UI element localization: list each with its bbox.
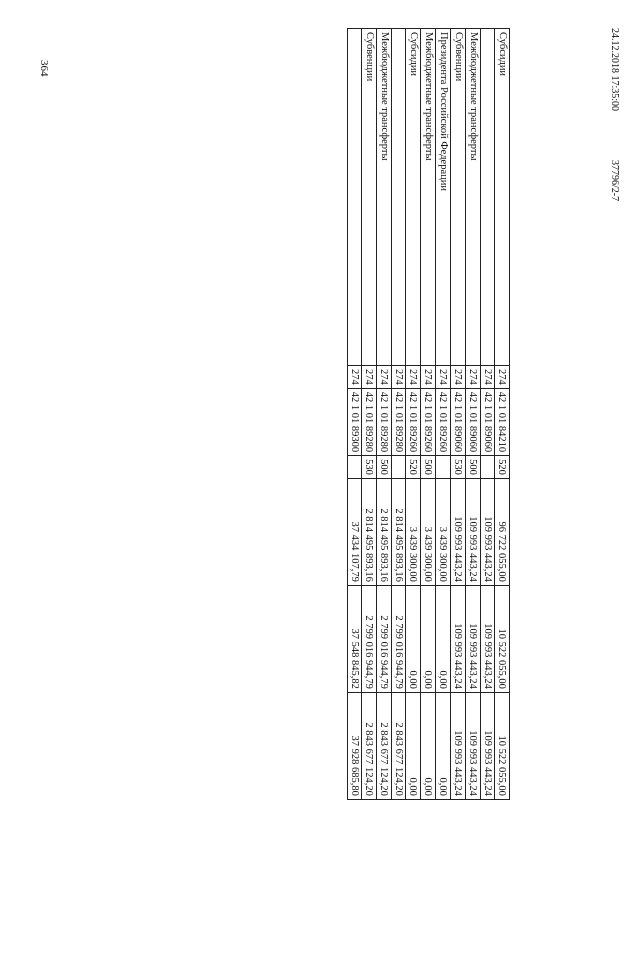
cell-v1: 3 439 300,00 xyxy=(436,478,451,585)
page-number: 364 xyxy=(38,60,50,77)
cell-code: 274 xyxy=(362,366,377,389)
cell-vr: 500 xyxy=(466,456,481,479)
cell-v3: 0,00 xyxy=(406,692,421,799)
cell-vr xyxy=(392,456,406,479)
table-row xyxy=(451,29,466,800)
cell-v1: 2 814 495 893,16 xyxy=(362,478,377,585)
cell-v1: 109 993 443,24 xyxy=(466,478,481,585)
cell-v2: 2 799 016 944,79 xyxy=(392,585,406,692)
cell-vr xyxy=(481,456,495,479)
cell-v3: 109 993 443,24 xyxy=(451,692,466,799)
cell-name: Субсидии xyxy=(495,29,510,366)
cell-csr: 42 1 01 89260 xyxy=(421,388,436,455)
cell-v3: 2 843 677 124,20 xyxy=(362,692,377,799)
cell-vr: 520 xyxy=(406,456,421,479)
cell-v2: 10 522 055,00 xyxy=(495,585,510,692)
cell-csr: 42 1 01 89280 xyxy=(377,388,392,455)
cell-v2: 0,00 xyxy=(421,585,436,692)
cell-code: 274 xyxy=(481,366,495,389)
cell-name xyxy=(481,29,495,366)
cell-v2: 109 993 443,24 xyxy=(451,585,466,692)
cell-csr: 42 1 01 89260 xyxy=(406,388,421,455)
cell-v3: 109 993 443,24 xyxy=(466,692,481,799)
cell-v3: 10 522 055,00 xyxy=(495,692,510,799)
cell-v3: 0,00 xyxy=(436,692,451,799)
cell-name xyxy=(348,29,362,366)
cell-v1: 37 434 107,79 xyxy=(348,478,362,585)
cell-name: Межбюджетные трансферты xyxy=(421,29,436,366)
cell-code: 274 xyxy=(377,366,392,389)
cell-code: 274 xyxy=(451,366,466,389)
cell-csr: 42 1 01 84210 xyxy=(495,388,510,455)
cell-name: Президента Российской Федерации xyxy=(436,29,451,366)
cell-v1: 2 814 495 893,16 xyxy=(377,478,392,585)
table-row xyxy=(466,29,481,800)
cell-v1: 96 722 055,00 xyxy=(495,478,510,585)
cell-code: 274 xyxy=(392,366,406,389)
cell-csr: 42 1 01 89260 xyxy=(436,388,451,455)
cell-v3: 2 843 677 124,20 xyxy=(392,692,406,799)
cell-csr: 42 1 01 89060 xyxy=(451,388,466,455)
cell-v2: 109 993 443,24 xyxy=(481,585,495,692)
cell-name: Межбюджетные трансферты xyxy=(466,29,481,366)
cell-v1: 3 439 300,00 xyxy=(406,478,421,585)
cell-v2: 37 548 845,82 xyxy=(348,585,362,692)
cell-v2: 0,00 xyxy=(436,585,451,692)
footer-doc-code: 37796/2-7 xyxy=(609,160,620,202)
cell-vr: 500 xyxy=(421,456,436,479)
table-row xyxy=(481,29,495,800)
table-row xyxy=(392,29,406,800)
cell-v1: 3 439 300,00 xyxy=(421,478,436,585)
cell-v3: 2 843 677 124,20 xyxy=(377,692,392,799)
cell-v1: 109 993 443,24 xyxy=(451,478,466,585)
cell-name: Субвенции xyxy=(362,29,377,366)
cell-name: Субвенции xyxy=(451,29,466,366)
cell-csr: 42 1 01 89060 xyxy=(481,388,495,455)
cell-code: 274 xyxy=(406,366,421,389)
cell-v2: 0,00 xyxy=(406,585,421,692)
cell-code: 274 xyxy=(466,366,481,389)
cell-vr xyxy=(436,456,451,479)
cell-name: Межбюджетные трансферты xyxy=(377,29,392,366)
cell-code: 274 xyxy=(421,366,436,389)
cell-v3: 37 928 685,80 xyxy=(348,692,362,799)
cell-vr xyxy=(348,456,362,479)
table-row xyxy=(436,29,451,800)
table-row xyxy=(495,29,510,800)
cell-vr: 520 xyxy=(495,456,510,479)
cell-name: Субсидии xyxy=(406,29,421,366)
cell-v3: 109 993 443,24 xyxy=(481,692,495,799)
budget-table xyxy=(347,28,510,800)
cell-v1: 109 993 443,24 xyxy=(481,478,495,585)
cell-csr: 42 1 01 89300 xyxy=(348,388,362,455)
footer-timestamp: 24.12.2018 17:35:00 xyxy=(609,28,620,112)
cell-vr: 530 xyxy=(362,456,377,479)
cell-v2: 2 799 016 944,79 xyxy=(377,585,392,692)
cell-csr: 42 1 01 89280 xyxy=(392,388,406,455)
table-row xyxy=(348,29,362,800)
cell-v2: 2 799 016 944,79 xyxy=(362,585,377,692)
cell-csr: 42 1 01 89280 xyxy=(362,388,377,455)
cell-csr: 42 1 01 89060 xyxy=(466,388,481,455)
table-row xyxy=(406,29,421,800)
cell-code: 274 xyxy=(495,366,510,389)
cell-code: 274 xyxy=(436,366,451,389)
table-row xyxy=(377,29,392,800)
cell-code: 274 xyxy=(348,366,362,389)
cell-name xyxy=(392,29,406,366)
cell-v3: 0,00 xyxy=(421,692,436,799)
cell-v2: 109 993 443,24 xyxy=(466,585,481,692)
cell-vr: 530 xyxy=(451,456,466,479)
table-row xyxy=(362,29,377,800)
cell-vr: 500 xyxy=(377,456,392,479)
cell-v1: 2 814 495 893,16 xyxy=(392,478,406,585)
table-row xyxy=(421,29,436,800)
